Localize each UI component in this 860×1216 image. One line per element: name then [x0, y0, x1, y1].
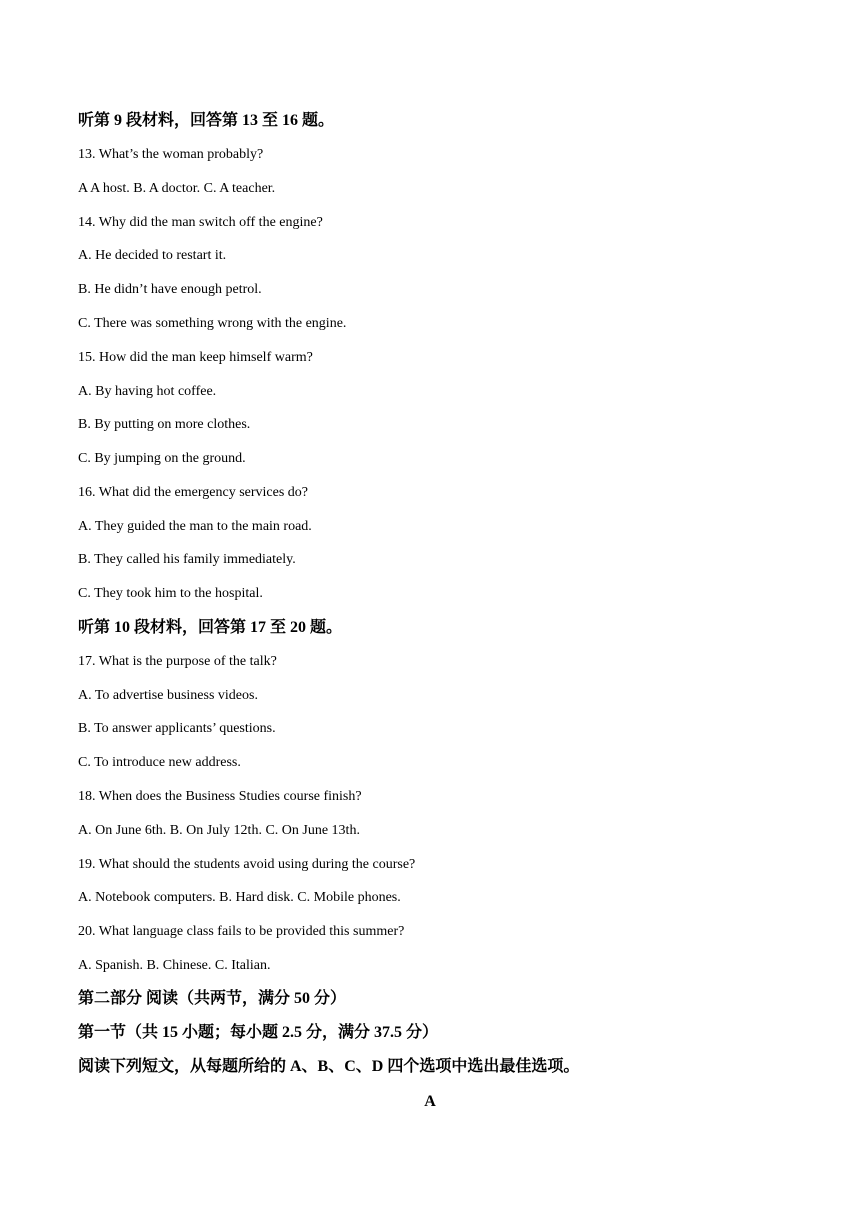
reading-instruction: 阅读下列短文，从每题所给的 A、B、C、D 四个选项中选出最佳选项。 [78, 1058, 580, 1075]
question-16: 16. What did the emergency services do? [78, 485, 309, 500]
section1-heading: 第一节（共 15 小题；每小题 2.5 分，满分 37.5 分） [78, 1024, 439, 1041]
question-17-option-b: B. To answer applicants’ questions. [78, 721, 276, 736]
question-13-options: A A host. B. A doctor. C. A teacher. [78, 181, 276, 196]
question-15-option-a: A. By having hot coffee. [78, 384, 217, 399]
question-13: 13. What’s the woman probably? [78, 147, 264, 162]
question-14-option-a: A. He decided to restart it. [78, 248, 227, 263]
question-17-option-a: A. To advertise business videos. [78, 688, 258, 703]
part2-heading: 第二部分 阅读（共两节，满分 50 分） [78, 990, 347, 1007]
passage-label: A [424, 1093, 436, 1110]
question-16-option-b: B. They called his family immediately. [78, 552, 296, 567]
question-20-options: A. Spanish. B. Chinese. C. Italian. [78, 958, 271, 973]
section10-heading: 听第 10 段材料，回答第 17 至 20 题。 [78, 619, 343, 636]
section9-heading: 听第 9 段材料，回答第 13 至 16 题。 [78, 112, 335, 129]
question-17-option-c: C. To introduce new address. [78, 755, 241, 770]
question-16-option-a: A. They guided the man to the main road. [78, 519, 312, 534]
question-20: 20. What language class fails to be provided this summer? [78, 924, 405, 939]
question-18: 18. When does the Business Studies course finish? [78, 789, 362, 804]
question-14: 14. Why did the man switch off the engine? [78, 215, 323, 230]
question-15-option-b: B. By putting on more clothes. [78, 417, 251, 432]
question-16-option-c: C. They took him to the hospital. [78, 586, 263, 601]
question-17: 17. What is the purpose of the talk? [78, 654, 277, 669]
question-19-options: A. Notebook computers. B. Hard disk. C. Mobile phones. [78, 890, 401, 905]
question-19: 19. What should the students avoid using during the course? [78, 857, 416, 872]
question-14-option-b: B. He didn’t have enough petrol. [78, 282, 262, 297]
question-14-option-c: C. There was something wrong with the engine. [78, 316, 347, 331]
question-15: 15. How did the man keep himself warm? [78, 350, 313, 365]
question-15-option-c: C. By jumping on the ground. [78, 451, 246, 466]
question-18-options: A. On June 6th. B. On July 12th. C. On June 13th. [78, 823, 360, 838]
